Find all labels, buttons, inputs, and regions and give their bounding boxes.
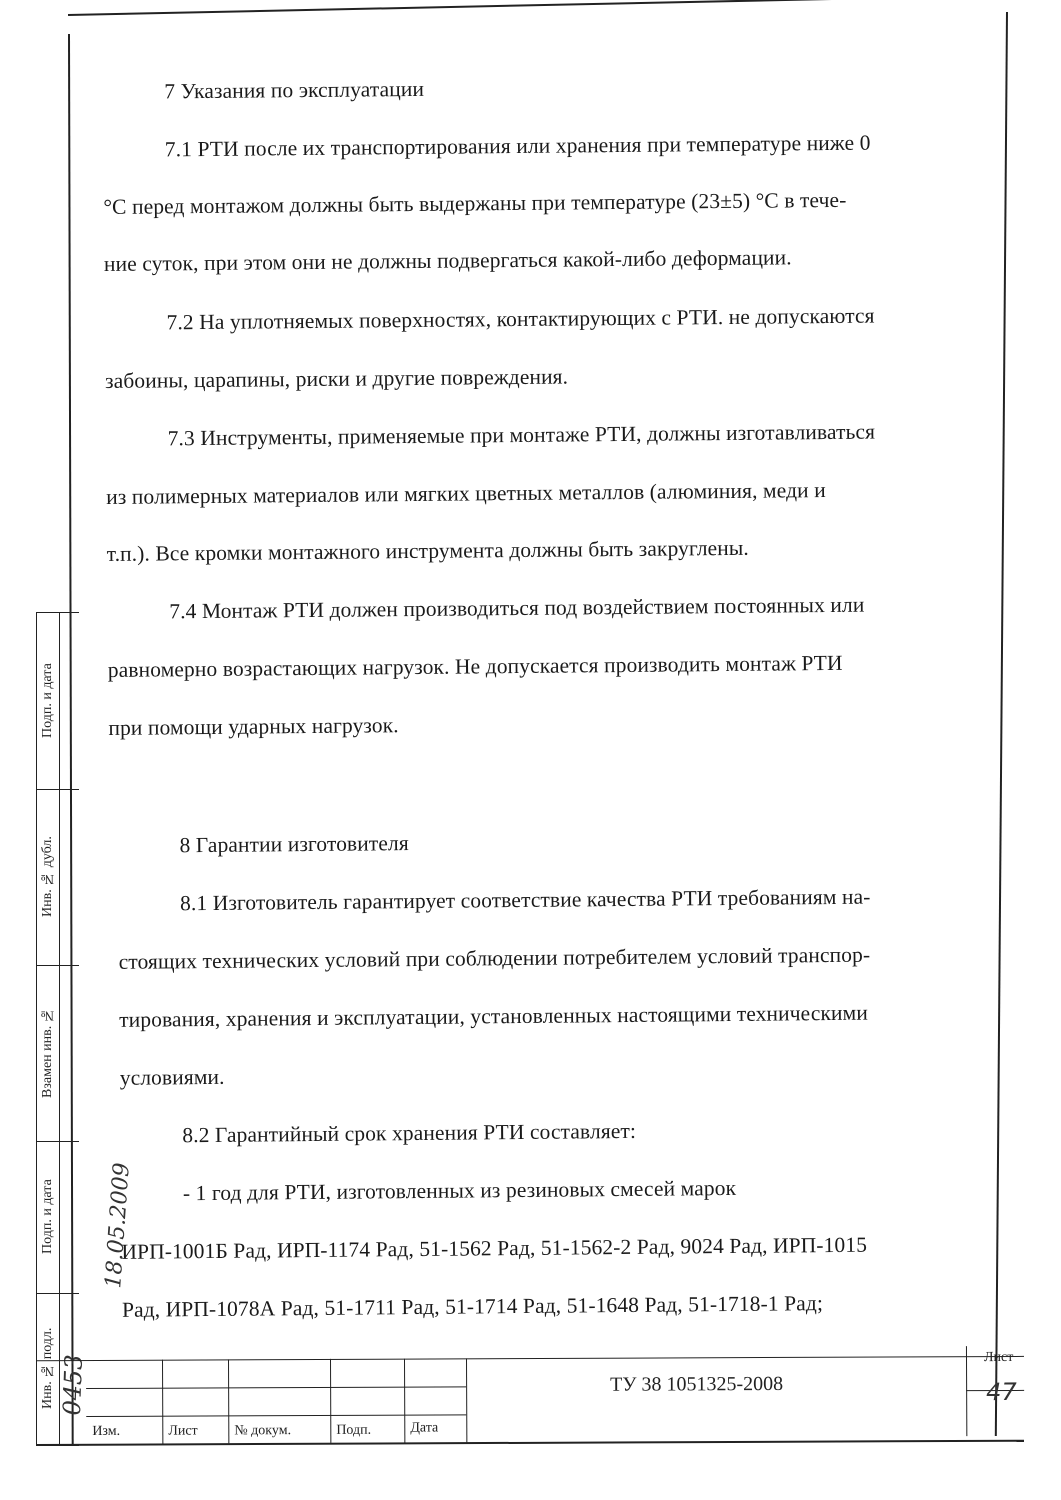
paragraph-line: 8.2 Гарантийный срок хранения РТИ составляет: bbox=[182, 1118, 637, 1148]
title-block-col-line bbox=[404, 1359, 405, 1443]
paragraph-line: 7.4 Монтаж РТИ должен производиться под воздействием постоянных или bbox=[169, 592, 865, 624]
sidebar-label-sign-date-2: Подп. и дата bbox=[40, 1179, 55, 1255]
paragraph-line: тирования, хранения и эксплуатации, установленных настоящими техническими bbox=[119, 1000, 869, 1032]
paragraph-line: - 1 год для РТИ, изготовленных из резиновых смесей марок bbox=[182, 1175, 737, 1206]
paragraph-line: условиями. bbox=[119, 1064, 225, 1090]
col-label-date: Дата bbox=[410, 1420, 439, 1436]
sidebar-label-replace-inv: Взамен инв. № bbox=[40, 1007, 55, 1099]
col-label-sheet: Лист bbox=[168, 1423, 198, 1439]
title-block-col-line bbox=[466, 1358, 467, 1442]
paragraph-line: т.п.). Все кромки монтажного инструмента должны быть закруглены. bbox=[106, 535, 749, 566]
paragraph-line: °С перед монтажом должны быть выдержаны при температуре (23±5) °С в тече- bbox=[103, 187, 847, 219]
paragraph-line: Рад, ИРП-1078А Рад, 51-1711 Рад, 51-1714 Рад, 51-1648 Рад, 51-1718-1 Рад; bbox=[121, 1291, 824, 1322]
col-label-change: Изм. bbox=[92, 1423, 121, 1439]
document-code: ТУ 38 1051325-2008 bbox=[610, 1372, 784, 1396]
title-block-row-line bbox=[86, 1414, 466, 1417]
paragraph-line: стоящих технических условий при соблюдении потребителем условий транспор- bbox=[118, 942, 871, 974]
frame-right-border bbox=[995, 12, 1008, 1436]
title-block-col-line bbox=[162, 1360, 163, 1444]
sidebar-label-orig-inv: Инв. № подл. bbox=[40, 1327, 55, 1409]
title-block-col-line bbox=[228, 1359, 229, 1443]
handwritten-date: 18.05.2009 bbox=[101, 1161, 135, 1290]
title-block-top-line bbox=[36, 1356, 1024, 1361]
section-8-heading: 8 Гарантии изготовителя bbox=[179, 831, 409, 858]
paragraph-line: забоины, царапины, риски и другие повреждения. bbox=[104, 364, 569, 393]
title-block-row-line bbox=[86, 1386, 466, 1389]
sidebar-label-sign-date: Подп. и дата bbox=[40, 663, 55, 739]
sheet-number: 47 bbox=[986, 1377, 1017, 1407]
frame-top-border bbox=[68, 0, 1008, 16]
paragraph-line: 7.2 На уплотняемых поверхностях, контактирующих с РТИ. не допускаются bbox=[166, 303, 875, 335]
handwritten-inv-number: 0453 bbox=[57, 1353, 89, 1417]
paragraph-line: ние суток, при этом они не должны подвергаться какой-либо деформации. bbox=[103, 245, 792, 276]
title-block bbox=[86, 1349, 1024, 1444]
sheet-label: Лист bbox=[983, 1349, 1014, 1366]
section-7-heading: 7 Указания по эксплуатации bbox=[164, 76, 425, 104]
paragraph-line: равномерно возрастающих нагрузок. Не допускается производить монтаж РТИ bbox=[107, 650, 843, 682]
paragraph-line: ИРП-1001Б Рад, ИРП-1174 Рад, 51-1562 Рад, 51-1562-2 Рад, 9024 Рад, ИРП-1015 bbox=[121, 1232, 868, 1264]
title-block-col-line bbox=[330, 1359, 331, 1443]
paragraph-line: при помощи ударных нагрузок. bbox=[108, 713, 399, 740]
paragraph-line: 7.1 РТИ после их транспортирования или хранения при температуре ниже 0 bbox=[164, 130, 871, 162]
col-label-signature: Подп. bbox=[336, 1422, 372, 1438]
paragraph-line: из полимерных материалов или мягких цветных металлов (алюминия, меди и bbox=[106, 478, 826, 509]
paragraph-line: 8.1 Изготовитель гарантирует соответствие качества РТИ требованиям на- bbox=[179, 884, 871, 916]
sidebar-label-dup-inv: Инв. № дубл. bbox=[40, 836, 55, 918]
col-label-doc-number: № докум. bbox=[234, 1423, 292, 1439]
paragraph-line: 7.3 Инструменты, применяемые при монтаже РТИ, должны изготавливаться bbox=[167, 419, 876, 451]
sheet-cell-border bbox=[966, 1346, 967, 1436]
